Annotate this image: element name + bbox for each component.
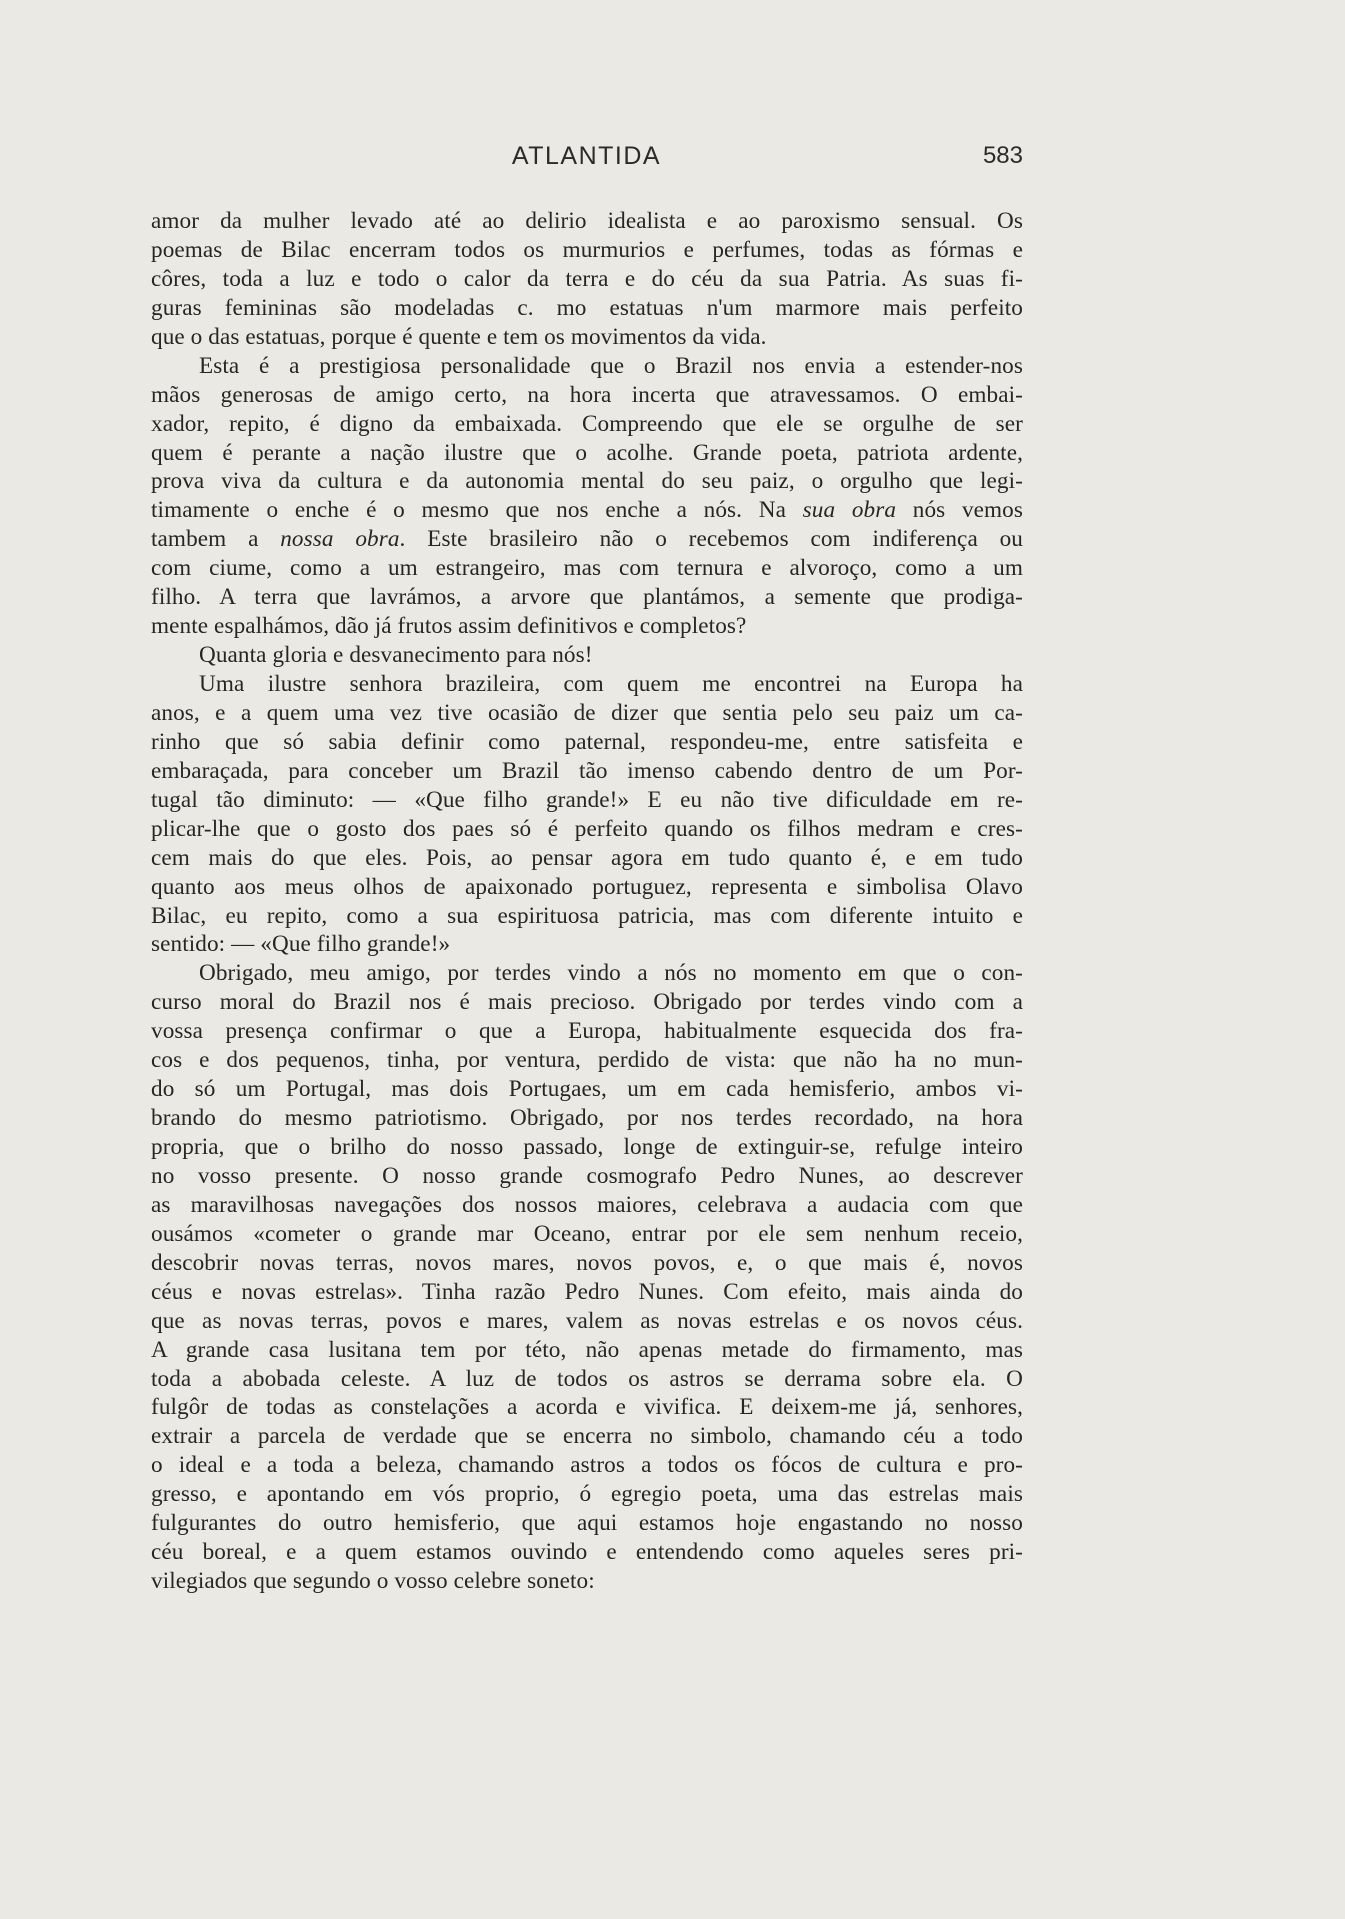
- text-line: [151, 294, 1023, 323]
- italic-phrase: sua obra: [802, 497, 897, 524]
- text-segment: vossa presença confirmar o que a Europa, habitualmente esquecida dos fra-: [151, 1018, 1023, 1045]
- text-line: [151, 1509, 1023, 1538]
- text-segment: que as novas terras, povos e mares, valem as novas estrelas e os novos céus.: [151, 1307, 1023, 1334]
- text-line: [151, 583, 1023, 612]
- text-segment: Esta é a prestigiosa personalidade que o Brazil nos envia a estender-nos: [199, 352, 1023, 379]
- text-segment: xador, repito, é digno da embaixada. Compreendo que ele se orgulhe de ser: [151, 410, 1023, 437]
- text-segment: Bilac, eu repito, como a sua espirituosa patricia, mas com diferente intuito e: [151, 902, 1023, 929]
- text-segment: céu boreal, e a quem estamos ouvindo e entendendo como aqueles seres pri-: [151, 1539, 1023, 1566]
- text-line: [151, 815, 1023, 844]
- text-line: [151, 236, 1023, 265]
- text-segment: quanto aos meus olhos de apaixonado portuguez, representa e simbolisa Olavo: [151, 873, 1023, 900]
- text-line: [151, 467, 1023, 496]
- text-segment: anos, e a quem uma vez tive ocasião de dizer que sentia pelo seu paiz um ca-: [151, 699, 1023, 726]
- text-line: [151, 786, 1023, 815]
- body-text: [151, 207, 1023, 1596]
- text-segment: do só um Portugal, mas dois Portugaes, um em cada hemisferio, ambos vi-: [151, 1076, 1023, 1103]
- text-segment: extrair a parcela de verdade que se encerra no simbolo, chamando céu a todo: [151, 1423, 1023, 1450]
- text-line: [151, 988, 1023, 1017]
- text-line: [151, 1307, 1023, 1336]
- text-segment: fulgôr de todas as constelações a acorda e vivifica. E deixem-me já, senhores,: [151, 1394, 1023, 1421]
- text-line: [151, 902, 1023, 931]
- text-line: [151, 525, 1023, 554]
- text-segment: nós vemos: [896, 497, 1023, 524]
- text-segment: brando do mesmo patriotismo. Obrigado, por nos terdes recordado, na hora: [151, 1105, 1023, 1132]
- text-line: [151, 728, 1023, 757]
- text-segment: Obrigado, meu amigo, por terdes vindo a nós no momento em que o con-: [199, 960, 1023, 987]
- text-segment: as maravilhosas navegações dos nossos maiores, celebrava a audacia com que: [151, 1191, 1023, 1218]
- text-segment: fulgurantes do outro hemisferio, que aqui estamos hoje engastando no nosso: [151, 1510, 1023, 1537]
- text-segment: cos e dos pequenos, tinha, por ventura, perdido de vista: que não ha no mun-: [151, 1047, 1023, 1074]
- text-segment: o ideal e a toda a beleza, chamando astros a todos os fócos de cultura e pro-: [151, 1452, 1023, 1479]
- text-segment: descobrir novas terras, novos mares, novos povos, e, o que mais é, novos: [151, 1249, 1023, 1276]
- text-line: [151, 1365, 1023, 1394]
- text-segment: gresso, e apontando em vós proprio, ó egregio poeta, uma das estrelas mais: [151, 1481, 1023, 1508]
- text-line: [151, 207, 1023, 236]
- text-line: [151, 699, 1023, 728]
- text-line: [151, 1480, 1023, 1509]
- text-segment: côres, toda a luz e todo o calor da terra e do céu da sua Patria. As suas fi-: [151, 265, 1023, 292]
- text-segment: filho. A terra que lavrámos, a arvore que plantámos, a semente que prodiga-: [151, 584, 1023, 611]
- text-segment: com ciume, como a um estrangeiro, mas com ternura e alvoroço, como a um: [151, 555, 1023, 582]
- text-segment: que o das estatuas, porque é quente e tem os movimentos da vida.: [151, 323, 767, 350]
- text-segment: vilegiados que segundo o vosso celebre soneto:: [151, 1568, 595, 1595]
- text-segment: cem mais do que eles. Pois, ao pensar agora em tudo quanto é, e em tudo: [151, 844, 1023, 871]
- text-segment: ousámos «cometer o grande mar Oceano, entrar por ele sem nenhum receio,: [151, 1220, 1023, 1247]
- text-segment: quem é perante a nação ilustre que o acolhe. Grande poeta, patriota ardente,: [151, 439, 1023, 466]
- text-segment: Uma ilustre senhora brazileira, com quem me encontrei na Europa ha: [199, 671, 1023, 697]
- running-title: ATLANTIDA: [511, 142, 662, 170]
- text-line: [151, 641, 1023, 670]
- text-segment: no vosso presente. O nosso grande cosmografo Pedro Nunes, ao descrever: [151, 1162, 1023, 1189]
- text-segment: céus e novas estrelas». Tinha razão Pedro Nunes. Com efeito, mais ainda do: [151, 1278, 1023, 1305]
- text-segment: tambem a: [151, 526, 281, 553]
- text-line: [151, 554, 1023, 583]
- text-line: [151, 1220, 1023, 1249]
- text-segment: . Este brasileiro não o recebemos com indiferença ou: [399, 526, 1023, 553]
- text-line: [151, 1075, 1023, 1104]
- text-segment: sentido: — «Que filho grande!»: [151, 931, 451, 958]
- text-segment: poemas de Bilac encerram todos os murmurios e perfumes, todas as fórmas e: [151, 236, 1023, 263]
- text-line: [151, 352, 1023, 381]
- text-segment: mente espalhámos, dão já frutos assim definitivos e completos?: [151, 613, 747, 640]
- text-segment: curso moral do Brazil nos é mais precioso. Obrigado por terdes vindo com a: [151, 989, 1023, 1016]
- text-segment: toda a abobada celeste. A luz de todos os astros se derrama sobre ela. O: [151, 1365, 1023, 1392]
- text-line: [151, 265, 1023, 294]
- text-line: [151, 1336, 1023, 1365]
- text-line: [151, 873, 1023, 902]
- text-line: [151, 1191, 1023, 1220]
- text-segment: mãos generosas de amigo certo, na hora incerta que atravessamos. O embai-: [151, 381, 1023, 408]
- text-segment: A grande casa lusitana tem por této, não apenas metade do firmamento, mas: [151, 1336, 1023, 1363]
- text-segment: amor da mulher levado até ao delirio idealista e ao paroxismo sensual. Os: [151, 208, 1023, 234]
- text-line: [151, 959, 1023, 988]
- text-line: [151, 1538, 1023, 1567]
- text-line: [151, 1393, 1023, 1422]
- text-line: [151, 1133, 1023, 1162]
- text-segment: tugal tão diminuto: — «Que filho grande!» E eu não tive dificuldade em re-: [151, 786, 1023, 813]
- text-line: [151, 1046, 1023, 1075]
- text-line: [151, 670, 1023, 699]
- text-line: [151, 1451, 1023, 1480]
- text-line: [151, 1422, 1023, 1451]
- page-number: 583: [982, 142, 1023, 169]
- text-segment: prova viva da cultura e da autonomia mental do seu paiz, o orgulho que legi-: [151, 468, 1023, 495]
- text-line: [151, 1278, 1023, 1307]
- text-line: [151, 1104, 1023, 1133]
- text-segment: rinho que só sabia definir como paternal, respondeu-me, entre satisfeita e: [151, 728, 1023, 755]
- text-line: [151, 930, 1023, 959]
- text-line: [151, 1249, 1023, 1278]
- text-segment: guras femininas são modeladas c. mo estatuas n'um marmore mais perfeito: [151, 294, 1023, 321]
- text-segment: timamente o enche é o mesmo que nos enche a nós. Na: [151, 497, 803, 524]
- text-line: [151, 381, 1023, 410]
- text-line: [151, 757, 1023, 786]
- italic-phrase: nossa obra: [280, 526, 400, 553]
- text-segment: propria, que o brilho do nosso passado, longe de extinguir-se, refulge inteiro: [151, 1134, 1023, 1160]
- text-segment: Quanta gloria e desvanecimento para nós!: [199, 642, 593, 669]
- text-line: [151, 612, 1023, 641]
- text-line: [151, 323, 1023, 352]
- text-segment: plicar-lhe que o gosto dos paes só é perfeito quando os filhos medram e cres-: [151, 815, 1023, 842]
- text-line: [151, 844, 1023, 873]
- text-line: [151, 439, 1023, 468]
- text-line: [151, 1567, 1023, 1596]
- text-segment: embaraçada, para conceber um Brazil tão imenso cabendo dentro de um Por-: [151, 757, 1023, 784]
- text-line: [151, 496, 1023, 525]
- text-line: [151, 410, 1023, 439]
- text-line: [151, 1017, 1023, 1046]
- text-line: [151, 1162, 1023, 1191]
- page-header: [150, 142, 1023, 176]
